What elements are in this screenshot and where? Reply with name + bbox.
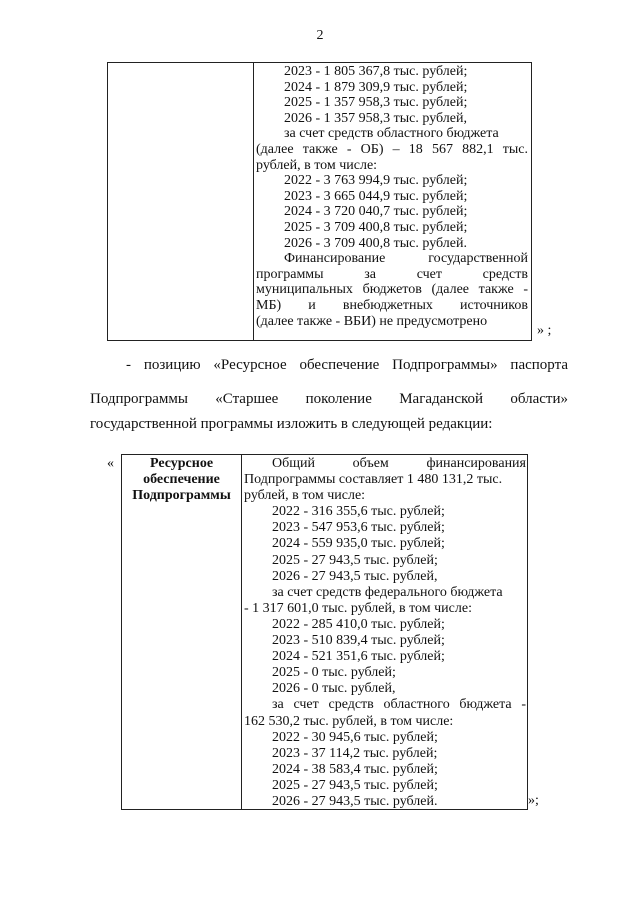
funding-line: 2026 - 0 тыс. рублей,	[272, 681, 396, 697]
table-right-cell	[256, 64, 528, 329]
funding-line: Общий объем финансирования	[272, 456, 526, 471]
funding-line: 2023 - 1 805 367,8 тыс. рублей;	[284, 64, 468, 79]
funding-line: 2022 - 30 945,6 тыс. рублей;	[272, 729, 438, 745]
funding-line: 162 530,2 тыс. рублей, в том числе:	[244, 713, 454, 729]
closing-quote: » ;	[537, 323, 552, 338]
heading-line: обеспечение	[143, 472, 220, 487]
opening-quote: «	[107, 456, 114, 471]
table-continuation	[107, 62, 532, 341]
funding-line: 2023 - 37 114,2 тыс. рублей;	[272, 745, 438, 761]
funding-line: 2023 - 3 665 044,9 тыс. рублей;	[284, 188, 468, 204]
funding-line: за счет средств областного бюджета	[284, 126, 499, 142]
funding-line: 2023 - 510 839,4 тыс. рублей;	[272, 633, 445, 649]
resource-table	[121, 454, 528, 810]
heading-line: Ресурсное	[149, 456, 214, 471]
funding-line: Подпрограммы составляет 1 480 131,2 тыс.	[244, 472, 503, 488]
funding-line: 2022 - 285 410,0 тыс. рублей;	[272, 616, 445, 632]
funding-line: муниципальных бюджетов (далее также -	[256, 282, 528, 298]
funding-line: рублей, в том числе:	[244, 488, 366, 504]
heading-line: Подпрограммы	[132, 488, 231, 503]
funding-line: 2026 - 3 709 400,8 тыс. рублей.	[284, 235, 467, 251]
funding-line: Финансирование государственной	[284, 251, 528, 267]
funding-line: 2024 - 3 720 040,7 тыс. рублей;	[284, 204, 468, 220]
funding-line: 2023 - 547 953,6 тыс. рублей;	[272, 520, 445, 536]
funding-line: 2024 - 38 583,4 тыс. рублей;	[272, 761, 438, 777]
paragraph-line: Подпрограммы «Старшее поколение Магаданской области»	[90, 391, 568, 407]
funding-line: 2024 - 1 879 309,9 тыс. рублей;	[284, 79, 468, 95]
funding-line: программы за счет средств	[256, 266, 528, 282]
funding-line: 2026 - 27 943,5 тыс. рублей,	[272, 568, 438, 584]
table-right-cell	[244, 456, 526, 810]
closing-quote: »;	[528, 793, 539, 808]
funding-line: 2026 - 27 943,5 тыс. рублей.	[272, 793, 438, 809]
funding-line: 2025 - 27 943,5 тыс. рублей;	[272, 552, 438, 568]
funding-line: 2024 - 521 351,6 тыс. рублей;	[272, 649, 445, 665]
table-left-cell-empty	[108, 63, 254, 340]
funding-line: рублей, в том числе:	[256, 157, 378, 173]
table-left-heading	[122, 455, 242, 809]
funding-line: 2026 - 1 357 958,3 тыс. рублей,	[284, 110, 467, 126]
funding-line: за счет средств областного бюджета -	[272, 697, 526, 713]
funding-line: 2025 - 1 357 958,3 тыс. рублей;	[284, 95, 468, 111]
funding-line: 2024 - 559 935,0 тыс. рублей;	[272, 536, 445, 552]
funding-line: 2025 - 27 943,5 тыс. рублей;	[272, 777, 438, 793]
funding-line: 2025 - 0 тыс. рублей;	[272, 665, 396, 681]
funding-line: - 1 317 601,0 тыс. рублей, в том числе:	[244, 600, 472, 616]
funding-line: 2022 - 316 355,6 тыс. рублей;	[272, 504, 445, 520]
paragraph-line: - позицию «Ресурсное обеспечение Подпрограммы» паспорта	[126, 357, 568, 373]
funding-line: МБ) и внебюджетных источников	[256, 297, 528, 313]
funding-line: (далее также - ОБ) – 18 567 882,1 тыс.	[256, 141, 528, 157]
funding-line: 2025 - 3 709 400,8 тыс. рублей;	[284, 219, 468, 235]
funding-line: за счет средств федерального бюджета	[272, 584, 503, 600]
page-number: 2	[316, 28, 324, 43]
funding-line: (далее также - ВБИ) не предусмотрено	[256, 313, 488, 329]
funding-line: 2022 - 3 763 994,9 тыс. рублей;	[284, 173, 468, 189]
paragraph-line: государственной программы изложить в следующей редакции:	[90, 416, 493, 432]
